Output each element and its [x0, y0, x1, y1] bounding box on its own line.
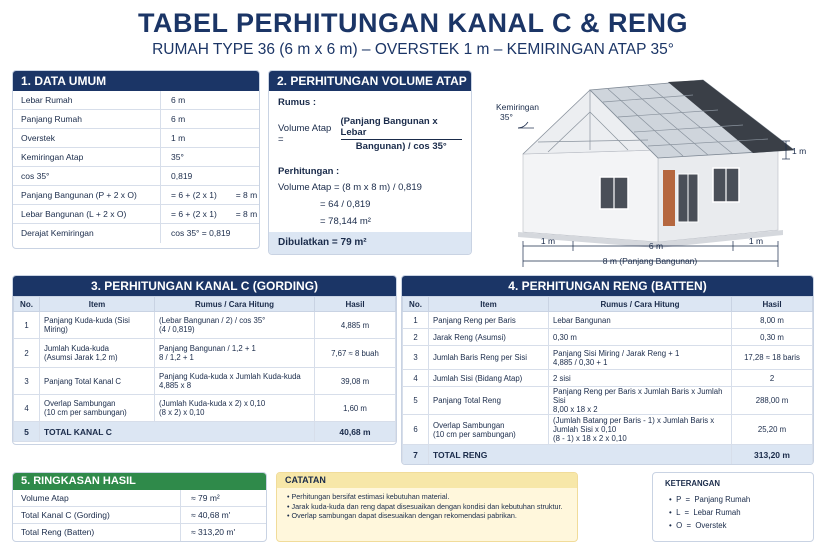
data-umum-row	[13, 167, 259, 186]
catatan-item: • Overlap sambungan dapat disesuaikan dengan rekomendasi pabrikan.	[287, 511, 569, 521]
total-label: TOTAL KANAL C	[40, 422, 315, 442]
page-title: TABEL PERHITUNGAN KANAL C & RENG	[137, 8, 688, 38]
row-rumus-line: (8 x 2) x 0,10	[159, 408, 205, 417]
col-item: Item	[429, 297, 549, 312]
row-no: 6	[403, 415, 429, 445]
ringkasan-label: Volume Atap	[13, 490, 181, 506]
calc-line-2: = 64 / 0,819	[320, 199, 371, 210]
row-item-line: Jarak Reng (Asumsi)	[433, 332, 506, 342]
row-hasil: 4,885 m	[315, 312, 396, 339]
data-umum-label: Kemiringan Atap	[13, 148, 161, 166]
bullet-icon: •	[669, 508, 677, 517]
col-hasil: Hasil	[732, 297, 813, 312]
keterangan-text: L = Lebar Rumah	[676, 508, 741, 517]
row-item	[429, 329, 549, 346]
door	[663, 170, 675, 226]
col-rumus: Rumus / Cara Hitung	[155, 297, 315, 312]
row-hasil: 25,20 m	[732, 415, 813, 445]
rumus-label: Rumus :	[278, 97, 316, 108]
reng-panel	[401, 275, 814, 465]
row-rumus-line: Panjang Sisi Miring / Jarak Reng + 1	[553, 348, 680, 358]
catatan-item: • Perhitungan bersifat estimasi kebutuhan material.	[287, 492, 569, 502]
row-hasil: 39,08 m	[315, 368, 396, 395]
row-item	[40, 312, 155, 339]
row-hasil: 2	[732, 370, 813, 387]
row-rumus	[549, 415, 732, 445]
data-umum-label: Panjang Rumah	[13, 110, 161, 128]
table-row	[14, 312, 396, 339]
row-no: 4	[403, 370, 429, 387]
perhitungan-label: Perhitungan :	[278, 166, 340, 177]
dim-mid: 6 m	[648, 241, 664, 251]
calc-line-3: = 78,144 m²	[320, 216, 371, 227]
row-hasil: 7,67 ≈ 8 buah	[315, 339, 396, 368]
data-umum-table	[13, 91, 259, 243]
volume-atap-panel	[268, 70, 472, 255]
ringkasan-table	[13, 490, 266, 541]
row-no: 1	[403, 312, 429, 329]
page-subtitle: RUMAH TYPE 36 (6 m x 6 m) – OVERSTEK 1 m – KEMIRINGAN ATAP 35°	[152, 41, 674, 58]
row-rumus-line: 8,00 x 18 x 2	[553, 405, 598, 414]
row-hasil: 1,60 m	[315, 395, 396, 422]
table-row	[14, 368, 396, 395]
dim-left: 1 m	[540, 236, 556, 246]
dibulatkan-result: Dibulatkan = 79 m²	[269, 232, 471, 254]
row-item-line: (Asumsi Jarak 1,2 m)	[44, 353, 118, 362]
row-item	[429, 415, 549, 445]
data-umum-value: cos 35° = 0,819	[171, 228, 231, 238]
total-no: 7	[403, 445, 429, 465]
total-hasil: 40,68 m	[315, 422, 396, 442]
col-no: No.	[403, 297, 429, 312]
table-row	[14, 395, 396, 422]
row-rumus	[549, 329, 732, 346]
row-no: 3	[403, 346, 429, 370]
data-umum-label: Derajat Kemiringan	[13, 224, 161, 243]
col-item: Item	[40, 297, 155, 312]
row-rumus-line: (Jumlah Kuda-kuda x 2) x 0,10	[159, 399, 266, 408]
row-rumus-line: (Lebar Bangunan / 2) / cos 35°	[159, 316, 266, 325]
row-no: 1	[14, 312, 40, 339]
table-row	[14, 339, 396, 368]
data-umum-label: Panjang Bangunan (P + 2 x O)	[13, 186, 161, 204]
rumus-denominator: Bangunan) / cos 35°	[355, 141, 447, 152]
catatan-list	[277, 488, 577, 521]
row-item-line: Panjang Total Kanal C	[44, 376, 122, 386]
ringkasan-panel	[12, 472, 267, 542]
dim-right: 1 m	[748, 236, 764, 246]
slope-label-2: 35°	[500, 112, 513, 122]
data-umum-value: = 6 + (2 x 1) = 8 m	[171, 209, 258, 219]
row-item	[40, 368, 155, 395]
catatan-item: • Jarak kuda-kuda dan reng dapat disesuaikan dengan kondisi dan kebutuhan struktur.	[287, 502, 569, 512]
overstek-dim: 1 m	[792, 146, 807, 156]
data-umum-value: 6 m	[171, 114, 186, 124]
dim-total: 8 m (Panjang Bangunan)	[602, 256, 698, 266]
row-rumus-line: Jumlah Sisi x 0,10	[553, 425, 617, 434]
total-no: 5	[14, 422, 40, 442]
ringkasan-row	[13, 524, 266, 541]
keterangan-panel	[652, 472, 814, 542]
col-rumus: Rumus / Cara Hitung	[549, 297, 732, 312]
row-item	[429, 387, 549, 415]
table-row	[403, 312, 813, 329]
row-rumus	[155, 368, 315, 395]
row-rumus	[549, 370, 732, 387]
data-umum-row	[13, 129, 259, 148]
row-item-line: Jumlah Sisi (Bidang Atap)	[433, 373, 523, 383]
keterangan-list	[653, 488, 813, 532]
data-umum-value: = 6 + (2 x 1) = 8 m	[171, 190, 258, 200]
row-rumus-line: 8 / 1,2 + 1	[159, 353, 194, 362]
rumus-formula	[278, 116, 462, 152]
reng-table	[402, 296, 813, 465]
kanal-c-table	[13, 296, 396, 442]
keterangan-item	[669, 506, 813, 519]
ringkasan-label: Total Reng (Batten)	[13, 524, 181, 541]
row-rumus-line: 0,30 m	[553, 332, 577, 342]
row-rumus	[155, 312, 315, 339]
col-hasil: Hasil	[315, 297, 396, 312]
rumus-numerator: (Panjang Bangunan x Lebar	[341, 116, 462, 140]
house-illustration	[478, 62, 818, 272]
ringkasan-row	[13, 507, 266, 524]
row-no: 2	[14, 339, 40, 368]
reng-heading: 4. PERHITUNGAN RENG (BATTEN)	[402, 276, 813, 296]
keterangan-heading: KETERANGAN	[665, 479, 721, 488]
volume-atap-heading: 2. PERHITUNGAN VOLUME ATAP	[269, 71, 471, 91]
ringkasan-value: ≈ 79 m²	[191, 493, 220, 503]
data-umum-value: 1 m	[171, 133, 186, 143]
data-umum-label: Lebar Rumah	[13, 91, 161, 109]
calc-line-1: Volume Atap = (8 m x 8 m) / 0,819	[278, 182, 422, 193]
row-hasil: 0,30 m	[732, 329, 813, 346]
kanal-c-panel	[12, 275, 397, 445]
row-rumus-line: (4 / 0,819)	[159, 325, 195, 334]
data-umum-label: Lebar Bangunan (L + 2 x O)	[13, 205, 161, 223]
kanal-c-heading: 3. PERHITUNGAN KANAL C (GORDING)	[13, 276, 396, 296]
slope-label-1: Kemiringan	[496, 102, 539, 112]
row-rumus-line: Panjang Kuda-kuda x Jumlah Kuda-kuda	[159, 372, 301, 381]
keterangan-item	[669, 519, 813, 532]
table-row	[403, 387, 813, 415]
data-umum-label: cos 35°	[13, 167, 161, 185]
total-row	[403, 445, 813, 465]
data-umum-value: 6 m	[171, 95, 186, 105]
table-row	[403, 346, 813, 370]
row-rumus	[549, 346, 732, 370]
row-rumus-line: 4,885 / 0,30 + 1	[553, 357, 608, 367]
keterangan-text: P = Panjang Rumah	[676, 495, 751, 504]
row-rumus	[549, 387, 732, 415]
row-rumus	[155, 395, 315, 422]
row-item	[429, 370, 549, 387]
row-hasil: 17,28 ≈ 18 baris	[732, 346, 813, 370]
data-umum-row	[13, 148, 259, 167]
ringkasan-value: ≈ 40,68 m'	[191, 510, 231, 520]
row-rumus-line: (8 - 1) x 18 x 2 x 0,10	[553, 434, 627, 443]
row-hasil: 288,00 m	[732, 387, 813, 415]
data-umum-row	[13, 91, 259, 110]
row-rumus-line: Panjang Bangunan / 1,2 + 1	[159, 344, 256, 353]
data-umum-row	[13, 205, 259, 224]
row-rumus-line: Lebar Bangunan	[553, 315, 611, 325]
total-label: TOTAL RENG	[429, 445, 732, 465]
row-item-line: Panjang Kuda-kuda (Sisi Miring)	[44, 316, 130, 334]
row-item	[40, 395, 155, 422]
row-item-line: Jumlah Kuda-kuda	[44, 344, 110, 353]
row-item-line: Panjang Reng per Baris	[433, 315, 516, 325]
ringkasan-label: Total Kanal C (Gording)	[13, 507, 181, 523]
row-no: 3	[14, 368, 40, 395]
ringkasan-value: ≈ 313,20 m'	[191, 527, 236, 537]
row-item-line: Overlap Sambungan	[433, 420, 505, 430]
row-item-line: (10 cm per sambungan)	[433, 429, 516, 439]
row-item-line: (10 cm per sambungan)	[44, 408, 127, 417]
total-row	[14, 422, 396, 442]
row-rumus	[549, 312, 732, 329]
table-row	[403, 329, 813, 346]
col-no: No.	[14, 297, 40, 312]
keterangan-item	[669, 493, 813, 506]
total-hasil: 313,20 m	[732, 445, 813, 465]
row-item	[40, 339, 155, 368]
data-umum-row	[13, 224, 259, 243]
row-item	[429, 312, 549, 329]
row-item-line: Panjang Total Reng	[433, 396, 501, 405]
data-umum-value: 0,819	[171, 171, 193, 181]
row-rumus-line: 2 sisi	[553, 373, 571, 383]
catatan-heading: CATATAN	[277, 473, 577, 488]
row-rumus	[155, 339, 315, 368]
row-item	[429, 346, 549, 370]
row-hasil: 8,00 m	[732, 312, 813, 329]
row-rumus-line: (Jumlah Batang per Baris - 1) x Jumlah Baris x	[553, 416, 715, 425]
data-umum-panel	[12, 70, 260, 249]
row-no: 4	[14, 395, 40, 422]
ringkasan-heading: 5. RINGKASAN HASIL	[13, 473, 266, 490]
row-item-line: Overlap Sambungan	[44, 399, 116, 408]
bullet-icon: •	[669, 521, 677, 530]
data-umum-value: 35°	[171, 152, 184, 162]
data-umum-heading: 1. DATA UMUM	[13, 71, 259, 91]
row-rumus-line: 4,885 x 8	[159, 381, 192, 390]
table-row	[403, 415, 813, 445]
table-row	[403, 370, 813, 387]
catatan-panel	[276, 472, 578, 542]
data-umum-row	[13, 186, 259, 205]
row-item-line: Jumlah Baris Reng per Sisi	[433, 353, 528, 362]
bullet-icon: •	[669, 495, 677, 504]
row-no: 5	[403, 387, 429, 415]
rumus-lhs: Volume Atap =	[278, 123, 332, 145]
row-no: 2	[403, 329, 429, 346]
data-umum-row	[13, 110, 259, 129]
ringkasan-row	[13, 490, 266, 507]
data-umum-label: Overstek	[13, 129, 161, 147]
row-rumus-line: Panjang Reng per Baris x Jumlah Baris x Jumlah Sisi	[553, 387, 723, 405]
keterangan-text: O = Overstek	[676, 521, 727, 530]
